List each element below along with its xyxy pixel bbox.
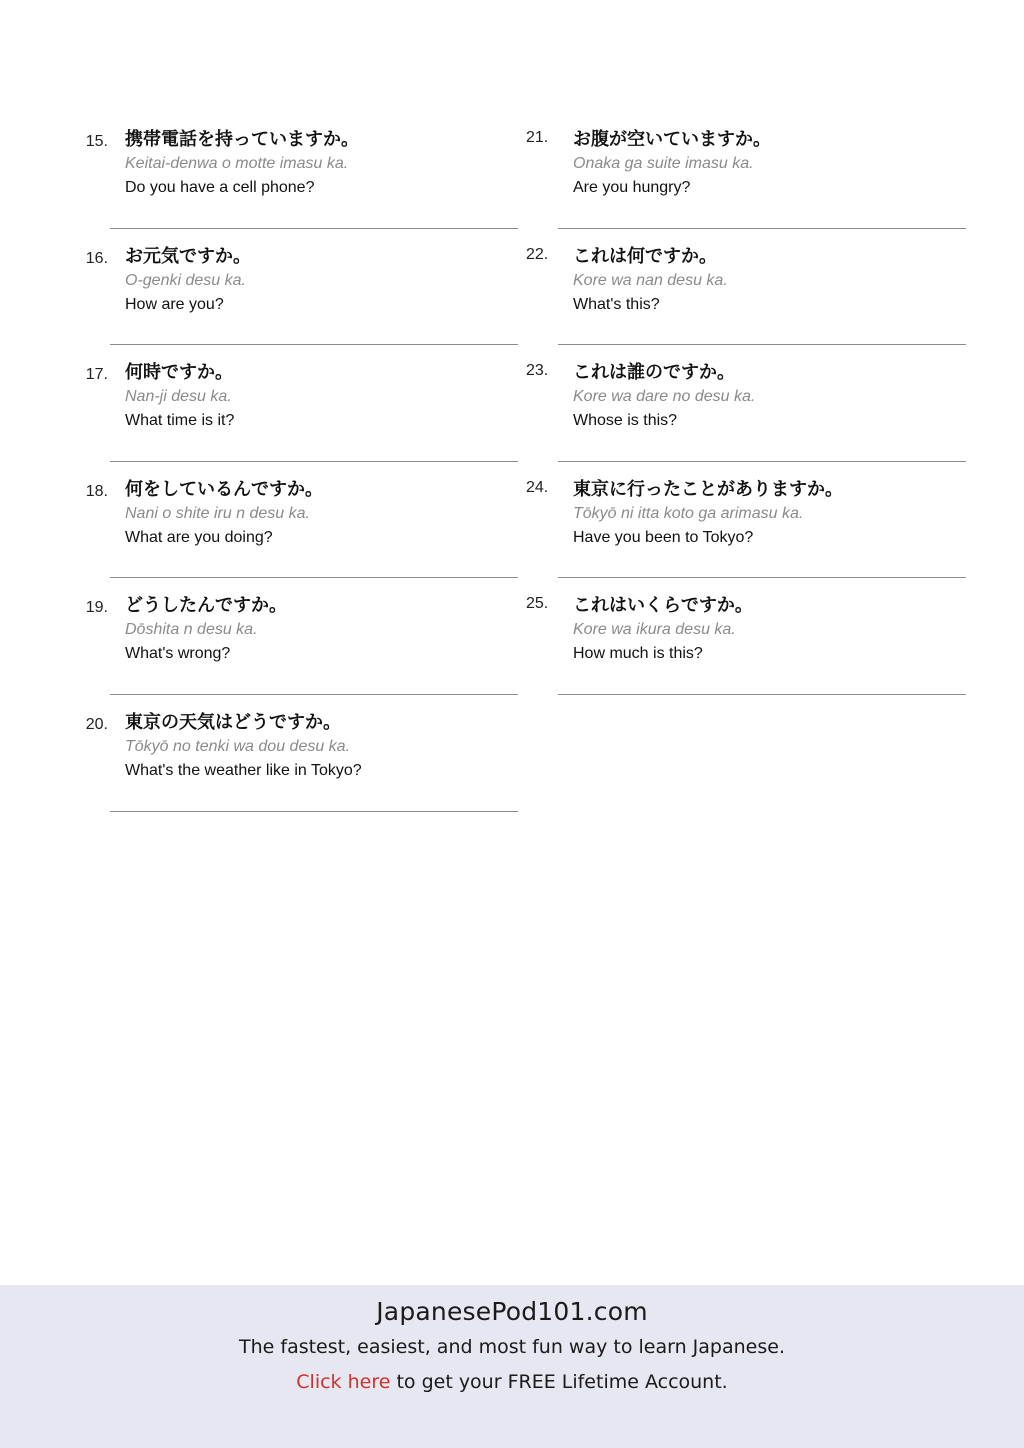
phrase-english: What's this? bbox=[573, 295, 660, 313]
phrase-entry bbox=[68, 229, 518, 346]
phrase-number: 19. bbox=[85, 599, 108, 617]
phrase-number: 25. bbox=[526, 595, 549, 613]
phrase-body bbox=[125, 478, 518, 550]
phrase-english: What's wrong? bbox=[125, 645, 231, 663]
phrase-list-right bbox=[516, 112, 966, 695]
phrase-entry bbox=[68, 578, 518, 695]
brand-name: JapanesePod101.com bbox=[376, 1297, 648, 1326]
phrase-japanese: 東京に行ったことがありますか。 bbox=[573, 478, 843, 500]
divider-line bbox=[558, 694, 966, 695]
phrase-body bbox=[125, 361, 518, 433]
phrase-romaji: Dōshita n desu ka. bbox=[125, 621, 258, 639]
phrase-romaji: O-genki desu ka. bbox=[125, 271, 246, 289]
promo-footer bbox=[0, 1285, 1024, 1448]
phrase-number: 24. bbox=[526, 478, 549, 496]
phrase-romaji: Kore wa ikura desu ka. bbox=[573, 621, 736, 639]
phrase-japanese: これはいくらですか。 bbox=[573, 595, 753, 617]
phrase-entry bbox=[516, 345, 966, 462]
phrase-english: Whose is this? bbox=[573, 412, 678, 430]
phrase-romaji: Tōkyō ni itta koto ga arimasu ka. bbox=[573, 504, 804, 522]
phrase-romaji: Nan-ji desu ka. bbox=[125, 388, 232, 406]
phrase-number: 17. bbox=[85, 366, 108, 384]
phrase-number: 21. bbox=[526, 129, 549, 146]
phrase-japanese: 携帯電話を持っていますか。 bbox=[125, 129, 359, 150]
phrase-body bbox=[125, 245, 518, 317]
phrase-japanese: 何をしているんですか。 bbox=[125, 478, 323, 500]
phrase-number: 23. bbox=[526, 362, 549, 380]
phrase-romaji: Tōkyō no tenki wa dou desu ka. bbox=[125, 737, 351, 755]
phrase-english: How are you? bbox=[125, 295, 224, 313]
phrase-entry bbox=[516, 112, 966, 229]
phrase-entry bbox=[68, 462, 518, 579]
phrase-entry bbox=[68, 345, 518, 462]
phrase-japanese: これは何ですか。 bbox=[573, 245, 717, 267]
phrase-romaji: Nani o shite iru n desu ka. bbox=[125, 504, 310, 522]
phrase-english: Have you been to Tokyo? bbox=[573, 528, 754, 546]
phrase-romaji: Kore wa nan desu ka. bbox=[573, 271, 728, 289]
phrase-entry bbox=[68, 695, 518, 812]
phrase-japanese: どうしたんですか。 bbox=[125, 595, 287, 617]
cta-line bbox=[0, 1371, 1024, 1393]
phrase-entry bbox=[68, 112, 518, 229]
phrase-romaji: Onaka ga suite imasu ka. bbox=[573, 155, 754, 172]
phrase-entry bbox=[516, 229, 966, 346]
phrase-body bbox=[125, 711, 518, 783]
brand-tagline: The fastest, easiest, and most fun way to learn Japanese. bbox=[239, 1336, 785, 1358]
phrase-entry bbox=[516, 578, 966, 695]
phrase-entry bbox=[516, 462, 966, 579]
phrase-body bbox=[573, 594, 966, 666]
phrase-japanese: お元気ですか。 bbox=[125, 245, 251, 267]
phrase-japanese: 東京の天気はどうですか。 bbox=[125, 711, 341, 733]
phrase-romaji: Keitai-denwa o motte imasu ka. bbox=[125, 155, 349, 172]
phrase-english: How much is this? bbox=[573, 645, 703, 663]
phrase-number: 16. bbox=[85, 249, 108, 267]
phrase-body bbox=[573, 478, 966, 550]
divider-line bbox=[110, 811, 518, 812]
phrase-japanese: お腹が空いていますか。 bbox=[573, 129, 771, 150]
phrase-english: What are you doing? bbox=[125, 528, 273, 546]
click-here-link[interactable]: Click here bbox=[296, 1371, 391, 1393]
phrase-body bbox=[125, 128, 518, 200]
phrase-japanese: これは誰のですか。 bbox=[573, 362, 735, 384]
phrase-number: 18. bbox=[85, 482, 108, 500]
phrase-body bbox=[573, 128, 966, 200]
phrase-body bbox=[573, 245, 966, 317]
phrase-list-left bbox=[68, 112, 518, 812]
phrase-body bbox=[573, 361, 966, 433]
cta-text: to get your FREE Lifetime Account. bbox=[390, 1371, 728, 1393]
phrase-romaji: Kore wa dare no desu ka. bbox=[573, 388, 756, 406]
phrase-number: 20. bbox=[85, 715, 108, 733]
phrase-english: Do you have a cell phone? bbox=[125, 179, 315, 196]
phrase-english: What's the weather like in Tokyo? bbox=[125, 761, 362, 779]
phrase-japanese: 何時ですか。 bbox=[125, 362, 233, 384]
phrase-number: 15. bbox=[85, 133, 108, 150]
phrase-english: Are you hungry? bbox=[573, 179, 691, 196]
phrase-english: What time is it? bbox=[125, 412, 235, 430]
phrase-number: 22. bbox=[526, 245, 549, 263]
phrase-body bbox=[125, 594, 518, 666]
